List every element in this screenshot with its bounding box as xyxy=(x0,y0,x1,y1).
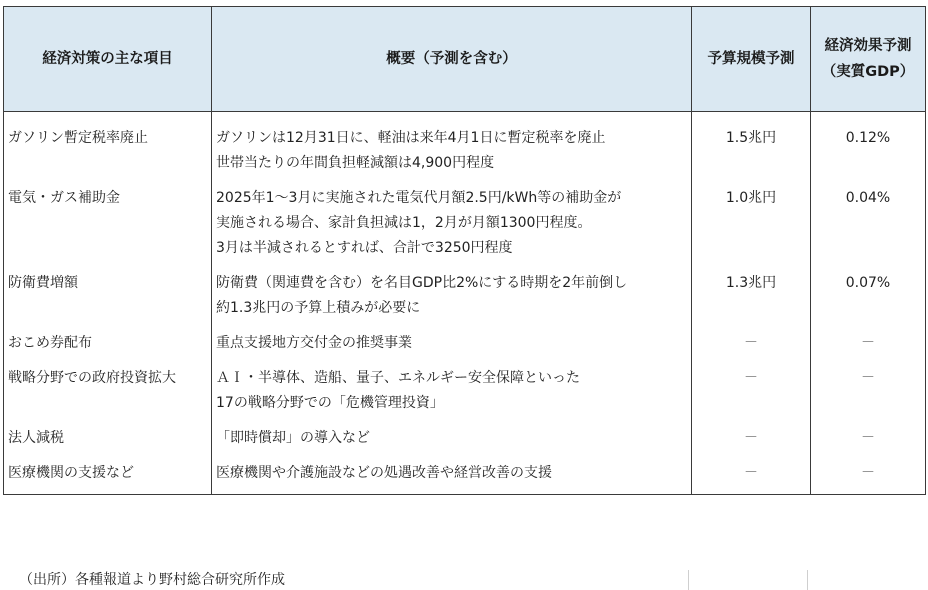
row-summary xyxy=(212,112,692,187)
footer xyxy=(3,570,925,590)
table-header-row xyxy=(4,7,926,112)
summary-line: 「即時償却」の導入など xyxy=(216,430,370,446)
summary-line: 重点支援地方交付金の推奨事業 xyxy=(216,335,412,351)
table-row xyxy=(4,461,926,495)
economic-measures-table xyxy=(3,6,926,495)
row-summary xyxy=(212,366,692,426)
row-item: 電気・ガス補助金 xyxy=(4,186,212,271)
source-note: （出所）各種報道より野村総合研究所作成 xyxy=(19,572,285,588)
row-summary xyxy=(212,461,692,495)
header-summary: 概要（予測を含む） xyxy=(212,7,692,112)
summary-line: ガソリンは12月31日に、軽油は来年4月1日に暫定税率を廃止 xyxy=(216,130,606,146)
header-budget: 予算規模予測 xyxy=(692,7,811,112)
row-item: 防衛費増額 xyxy=(4,271,212,331)
summary-line: 防衛費（関連費を含む）を名目GDP比2%にする時期を2年前倒し xyxy=(216,275,628,291)
row-summary xyxy=(212,186,692,271)
row-budget: 1.5兆円 xyxy=(692,112,811,187)
row-summary xyxy=(212,331,692,366)
table-row xyxy=(4,331,926,366)
summary-line: 実施される場合、家計負担減は1，2月が月額1300円程度。 xyxy=(216,215,592,231)
summary-line: 17の戦略分野での「危機管理投資」 xyxy=(216,395,444,411)
row-budget: － xyxy=(692,426,811,461)
row-budget: － xyxy=(692,331,811,366)
footer-divider xyxy=(807,570,808,590)
header-effect xyxy=(811,7,926,112)
summary-line: 世帯当たりの年間負担軽減額は4,900円程度 xyxy=(216,155,495,171)
row-summary xyxy=(212,271,692,331)
row-budget: － xyxy=(692,461,811,495)
summary-line: 約1.3兆円の予算上積みが必要に xyxy=(216,300,421,316)
table-row xyxy=(4,112,926,187)
summary-line: 2025年1～3月に実施された電気代月額2.5円/kWh等の補助金が xyxy=(216,190,622,206)
table-row xyxy=(4,366,926,426)
row-item: 医療機関の支援など xyxy=(4,461,212,495)
table-row xyxy=(4,426,926,461)
row-effect: 0.07% xyxy=(811,271,926,331)
row-effect: 0.04% xyxy=(811,186,926,271)
summary-line: 3月は半減されるとすれば、合計で3250円程度 xyxy=(216,240,513,256)
row-budget: － xyxy=(692,366,811,426)
row-effect: － xyxy=(811,331,926,366)
table-row xyxy=(4,271,926,331)
summary-line: 医療機関や介護施設などの処遇改善や経営改善の支援 xyxy=(216,465,552,481)
header-item: 経済対策の主な項目 xyxy=(4,7,212,112)
row-item: 法人減税 xyxy=(4,426,212,461)
row-item: ガソリン暫定税率廃止 xyxy=(4,112,212,187)
row-item: おこめ券配布 xyxy=(4,331,212,366)
table-row xyxy=(4,186,926,271)
row-budget: 1.3兆円 xyxy=(692,271,811,331)
header-effect-line1: 経済効果予測 xyxy=(824,38,912,54)
row-effect: 0.12% xyxy=(811,112,926,187)
footer-divider xyxy=(688,570,689,590)
row-budget: 1.0兆円 xyxy=(692,186,811,271)
row-effect: － xyxy=(811,366,926,426)
header-effect-line2: （実質GDP） xyxy=(821,64,915,80)
summary-line: ＡＩ・半導体、造船、量子、エネルギー安全保障といった xyxy=(216,370,580,386)
row-effect: － xyxy=(811,426,926,461)
row-item: 戦略分野での政府投資拡大 xyxy=(4,366,212,426)
row-summary xyxy=(212,426,692,461)
row-effect: － xyxy=(811,461,926,495)
